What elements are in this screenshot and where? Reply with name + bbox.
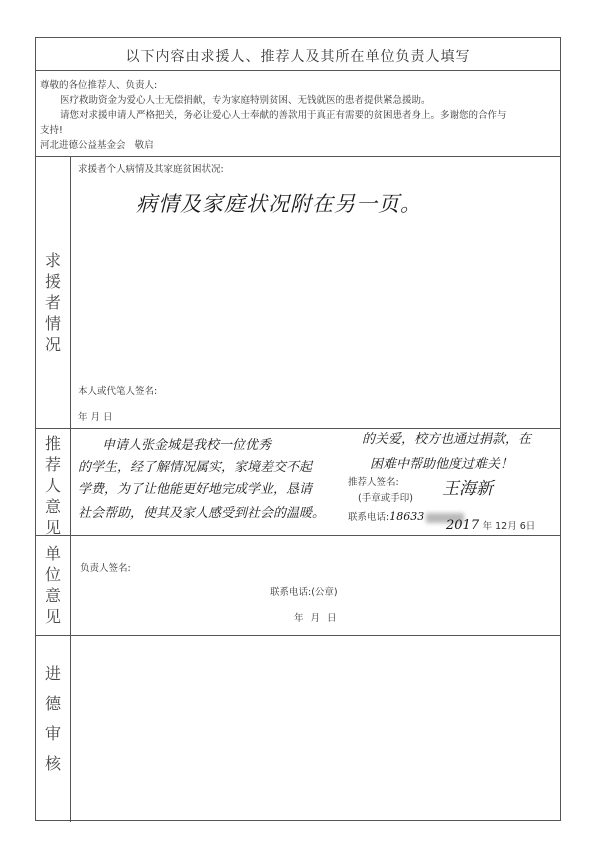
recommender-sign-label: 推荐人签名: — [348, 477, 399, 488]
applicant-date-label: 年 月 日 — [78, 412, 113, 423]
unit-phone-label: 联系电话: — [270, 587, 312, 598]
recommender-section-label: 推 荐 人 意 见 — [44, 434, 61, 537]
recommender-phone-value: 18633 — [389, 510, 425, 523]
divider-header — [36, 70, 560, 71]
unit-sign-label: 负责人签名: — [80, 563, 131, 574]
recommender-hand-line-2: 的学生，经了解情况属实，家境差交不起 — [78, 460, 313, 475]
recommender-date-year: 2017 — [446, 518, 480, 533]
label-column-divider — [70, 156, 71, 822]
divider-recommender — [36, 535, 560, 536]
intro-signoff — [40, 138, 558, 153]
applicant-sign-label: 本人或代笔人签名: — [78, 386, 158, 397]
unit-phone — [270, 585, 338, 600]
recommender-hand-right-1: 的关爱，校方也通过捐款，在 — [362, 432, 532, 447]
unit-section-label: 单 位 意 见 — [44, 544, 61, 626]
recommender-hand-right-2: 困难中帮助他度过难关！ — [370, 457, 514, 472]
recommender-hand-line-4: 社会帮助，使其及家人感受到社会的温暖。 — [78, 506, 326, 521]
applicant-section-label: 求 援 者 情 况 — [44, 251, 61, 354]
recommender-phone-label: 联系电话: — [348, 512, 390, 523]
recommender-date — [446, 518, 535, 534]
unit-seal-label: (公章) — [311, 587, 338, 598]
applicant-prompt: 求援者个人病情及其家庭贫困状况: — [78, 164, 224, 175]
recommender-signature: 王海新 — [442, 479, 493, 499]
intro-line-2: 请您对求援申请人严格把关，务必让爱心人士奉献的善款用于真正有需要的贫困患者身上。多谢您的合作与 — [60, 110, 507, 121]
recommender-sign-sub: (手章或手印) — [358, 493, 413, 504]
recommender-hand-line-1: 申请人张金城是我校一位优秀 — [102, 438, 272, 453]
applicant-handwritten-note: 病情及家庭状况附在另一页。 — [136, 192, 422, 216]
recommender-date-rest: 年 12月 6日 — [482, 521, 536, 532]
signoff-org: 河北进德公益基金会 — [40, 140, 126, 151]
application-form — [35, 37, 561, 821]
intro-greeting: 尊敬的各位推荐人、负责人: — [40, 80, 158, 91]
review-section-label: 进 德 审 核 — [44, 664, 61, 773]
form-header-title: 以下内容由求援人、推荐人及其所在单位负责人填写 — [125, 49, 471, 65]
intro-line-1: 医疗救助资金为爱心人士无偿捐献，专为家庭特别贫困、无钱就医的患者提供紧急援助。 — [60, 95, 431, 106]
intro-line-3: 支持! — [40, 125, 63, 136]
divider-intro — [36, 156, 560, 157]
intro-block — [40, 78, 558, 153]
signoff-word: 敬启 — [134, 140, 154, 151]
unit-date-label: 年 月 日 — [294, 613, 339, 624]
divider-unit — [36, 635, 560, 636]
recommender-hand-line-3: 学费，为了让他能更好地完成学业，恳请 — [78, 482, 313, 497]
